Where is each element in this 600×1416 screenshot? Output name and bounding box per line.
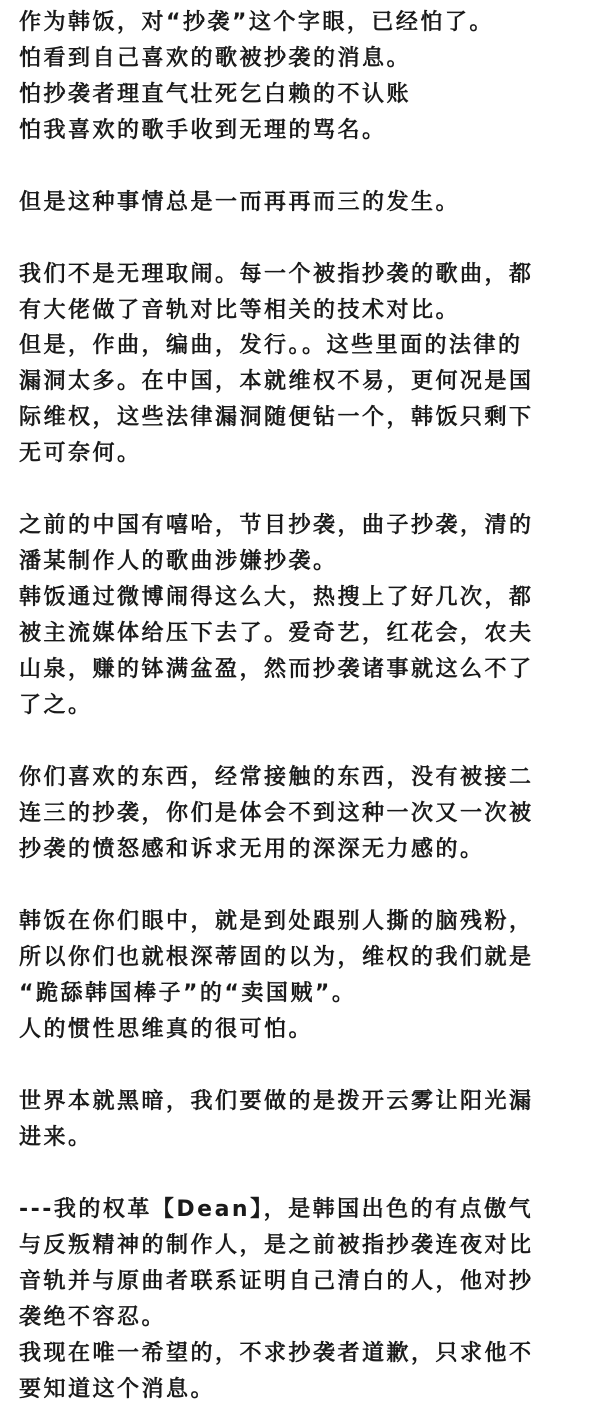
text-line: 怕我喜欢的歌手收到无理的骂名。 [19, 118, 387, 143]
text-line: 我们不是无理取闹。每一个被指抄袭的歌曲，都 [19, 262, 534, 287]
text-line: 有大佬做了音轨对比等相关的技术对比。 [19, 298, 461, 323]
text-line: 但是这种事情总是一而再再而三的发生。 [19, 190, 461, 215]
text-line: 我现在唯一希望的，不求抄袭者道歉，只求他不 [19, 1341, 534, 1366]
text-line: 音轨并与原曲者联系证明自己清白的人，他对抄 [19, 1269, 534, 1294]
text-line: 漏洞太多。在中国，本就维权不易，更何况是国 [19, 369, 534, 394]
text-line: 作为韩饭，对“抄袭”这个字眼，已经怕了。 [19, 10, 494, 35]
text-line: 与反叛精神的制作人，是之前被指抄袭连夜对比 [19, 1233, 534, 1258]
text-line: 怕抄袭者理直气壮死乞白赖的不认账 [19, 82, 412, 107]
text-line: 要知道这个消息。 [19, 1377, 216, 1402]
text-line: 了之。 [19, 693, 93, 718]
text-line: 袭绝不容忍。 [19, 1305, 167, 1330]
text-line: 被主流媒体给压下去了。爱奇艺，红花会，农夫 [19, 621, 534, 646]
text-line: 山泉，赚的钵满盆盈，然而抄袭诸事就这么不了 [19, 657, 534, 682]
text-line: 韩饭通过微博闹得这么大，热搜上了好几次，都 [19, 585, 534, 610]
text-line: 连三的抄袭，你们是体会不到这种一次又一次被 [19, 801, 534, 826]
text-line: 进来。 [19, 1125, 93, 1150]
text-line: 但是，作曲，编曲，发行。。这些里面的法律的 [19, 333, 523, 358]
text-line: ---我的权革【Dean】，是韩国出色的有点傲气 [19, 1197, 534, 1222]
text-line: 世界本就黑暗，我们要做的是拨开云雾让阳光漏 [19, 1089, 534, 1114]
text-line: 际维权，这些法律漏洞随便钻一个，韩饭只剩下 [19, 405, 534, 430]
text-line: 之前的中国有嘻哈，节目抄袭，曲子抄袭，清的 [19, 513, 534, 538]
text-line: 抄袭的愤怒感和诉求无用的深深无力感的。 [19, 837, 485, 862]
text-line: 所以你们也就根深蒂固的以为，维权的我们就是 [19, 945, 534, 970]
text-line: 人的惯性思维真的很可怕。 [19, 1017, 314, 1042]
text-line: 你们喜欢的东西，经常接触的东西，没有被接二 [19, 765, 534, 790]
text-line: 怕看到自己喜欢的歌被抄袭的消息。 [19, 46, 412, 71]
text-line: “跪舔韩国棒子”的“卖国贼”。 [19, 981, 357, 1006]
text-line: 韩饭在你们眼中，就是到处跟别人撕的脑残粉， [19, 909, 534, 934]
text-line: 无可奈何。 [19, 441, 142, 466]
text-line: 潘某制作人的歌曲涉嫌抄袭。 [19, 549, 338, 574]
